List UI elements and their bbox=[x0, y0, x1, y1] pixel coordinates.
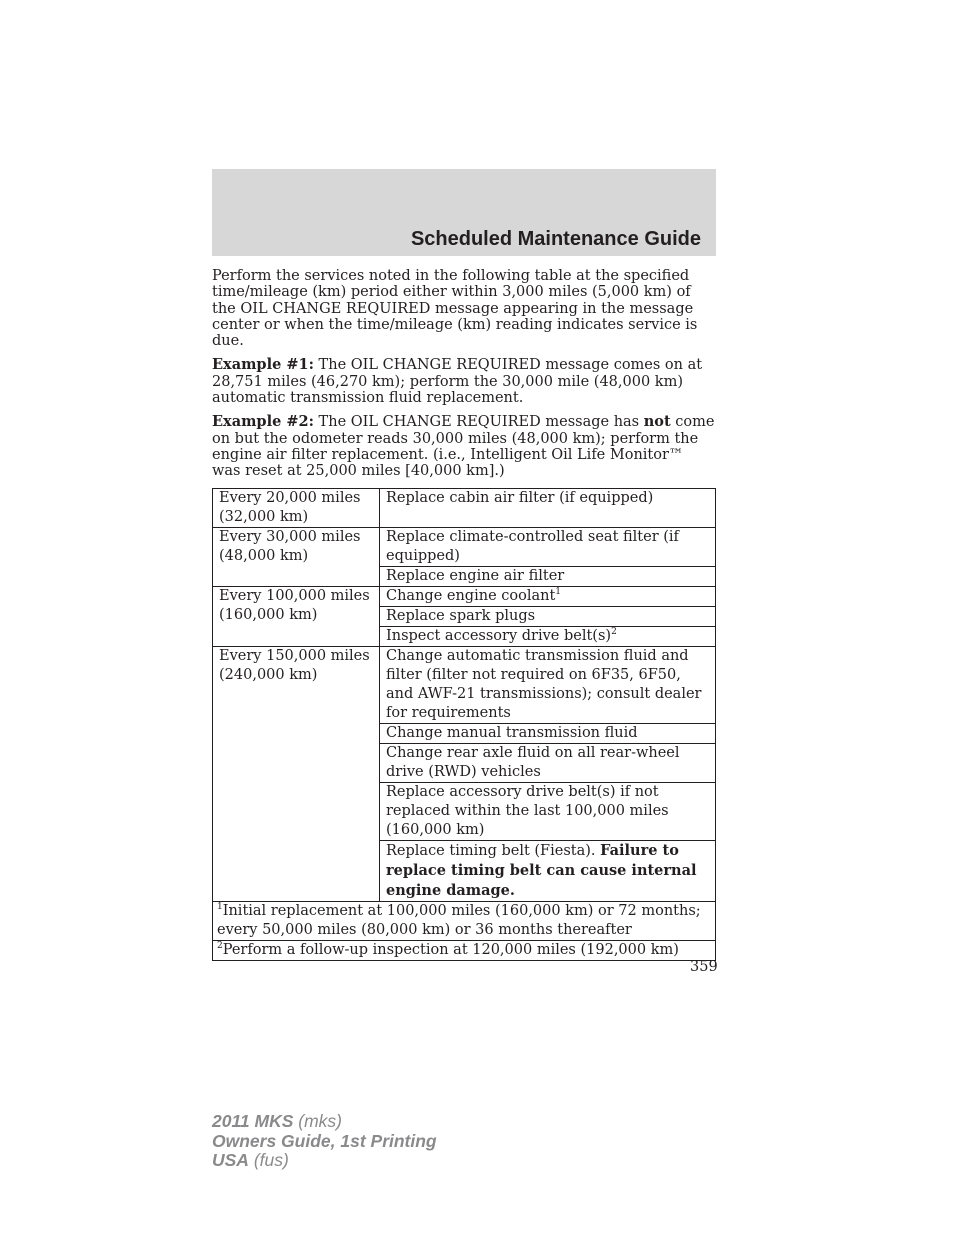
example-1-text: The OIL CHANGE REQUIRED message comes on at 28,751 miles (46,270 km); perform the 30,000 mile (48,000 km) automatic transmission fluid replacement. bbox=[212, 357, 703, 407]
footer-model: 2011 MKS bbox=[212, 1111, 294, 1131]
service-cell: Change manual transmission fluid bbox=[380, 723, 716, 743]
service-cell: Replace cabin air filter (if equipped) bbox=[380, 488, 716, 527]
page-content bbox=[212, 268, 716, 961]
page-number: 359 bbox=[690, 959, 718, 975]
section-title: Scheduled Maintenance Guide bbox=[410, 228, 701, 250]
footer-line bbox=[212, 1112, 437, 1132]
example-2-emphasis: not bbox=[643, 413, 671, 431]
footer-edition: Owners Guide, 1st Printing bbox=[212, 1130, 437, 1151]
service-cell: Change automatic transmission fluid and filter (filter not required on 6F35, 6F50, and AWF-21 transmissions); consult dealer for requirements bbox=[380, 646, 716, 723]
service-cell bbox=[380, 586, 716, 606]
interval-cell: Every 30,000 miles (48,000 km) bbox=[213, 527, 380, 586]
service-cell: Replace climate-controlled seat filter (if equipped) bbox=[380, 527, 716, 566]
footnote-marker: 2 bbox=[611, 626, 617, 637]
table-row bbox=[213, 527, 716, 566]
example-1-label: Example #1: bbox=[212, 356, 314, 374]
footnote-cell bbox=[213, 940, 716, 960]
example-2-label: Example #2: bbox=[212, 413, 314, 431]
interval-cell: Every 100,000 miles (160,000 km) bbox=[213, 586, 380, 646]
table-row bbox=[213, 586, 716, 606]
maintenance-table bbox=[212, 488, 716, 961]
footer-line bbox=[212, 1151, 437, 1171]
interval-cell: Every 20,000 miles (32,000 km) bbox=[213, 488, 380, 527]
service-cell: Replace engine air filter bbox=[380, 566, 716, 586]
table-row bbox=[213, 488, 716, 527]
table-row bbox=[213, 646, 716, 723]
service-text: Inspect accessory drive belt(s) bbox=[386, 627, 612, 644]
service-cell: Change rear axle fluid on all rear-wheel drive (RWD) vehicles bbox=[380, 743, 716, 782]
footer-line bbox=[212, 1132, 437, 1152]
example-2-text-a: The OIL CHANGE REQUIRED message has bbox=[313, 414, 644, 431]
footnote-text: Perform a follow-up inspection at 120,000 miles (192,000 km) bbox=[222, 941, 679, 958]
document-footer bbox=[212, 1112, 437, 1171]
footnote-marker: 2 bbox=[217, 940, 223, 951]
service-cell bbox=[380, 626, 716, 646]
interval-cell: Every 150,000 miles (240,000 km) bbox=[213, 646, 380, 901]
service-cell bbox=[380, 840, 716, 901]
footnote-text: Initial replacement at 100,000 miles (160,000 km) or 72 months; every 50,000 miles (80,000 km) or 36 months thereafter bbox=[217, 902, 701, 938]
footer-model-code: (mks) bbox=[293, 1111, 342, 1131]
section-header-band bbox=[212, 169, 716, 256]
example-2-text-b: come on but the odometer reads 30,000 miles (48,000 km); perform the engine air filter replacement. (i.e., Intelligent Oil Life Monitor™ was reset at 25,000 miles [40,000 km].) bbox=[212, 414, 715, 480]
intro-paragraph: Perform the services noted in the following table at the specified time/mileage (km) period either within 3,000 miles (5,000 km) of the OIL CHANGE REQUIRED message appearing in the message center or when the time/mileage (km) reading indicates service is due. bbox=[212, 268, 698, 350]
service-text: Replace timing belt (Fiesta). bbox=[386, 842, 601, 859]
service-text: Change engine coolant bbox=[386, 587, 556, 604]
footnote-cell bbox=[213, 901, 716, 940]
timing-belt-warning: Failure to replace timing belt can cause internal engine damage. bbox=[386, 841, 697, 899]
footer-market: USA bbox=[212, 1150, 249, 1170]
table-row bbox=[213, 940, 716, 960]
service-cell: Replace spark plugs bbox=[380, 606, 716, 626]
footer-market-code: (fus) bbox=[248, 1150, 289, 1170]
example-1-paragraph bbox=[212, 357, 716, 406]
footnote-marker: 1 bbox=[217, 901, 223, 912]
table-row bbox=[213, 901, 716, 940]
example-2-paragraph bbox=[212, 414, 716, 479]
service-cell: Replace accessory drive belt(s) if not replaced within the last 100,000 miles (160,000 km) bbox=[380, 782, 716, 840]
footnote-marker: 1 bbox=[555, 586, 562, 597]
